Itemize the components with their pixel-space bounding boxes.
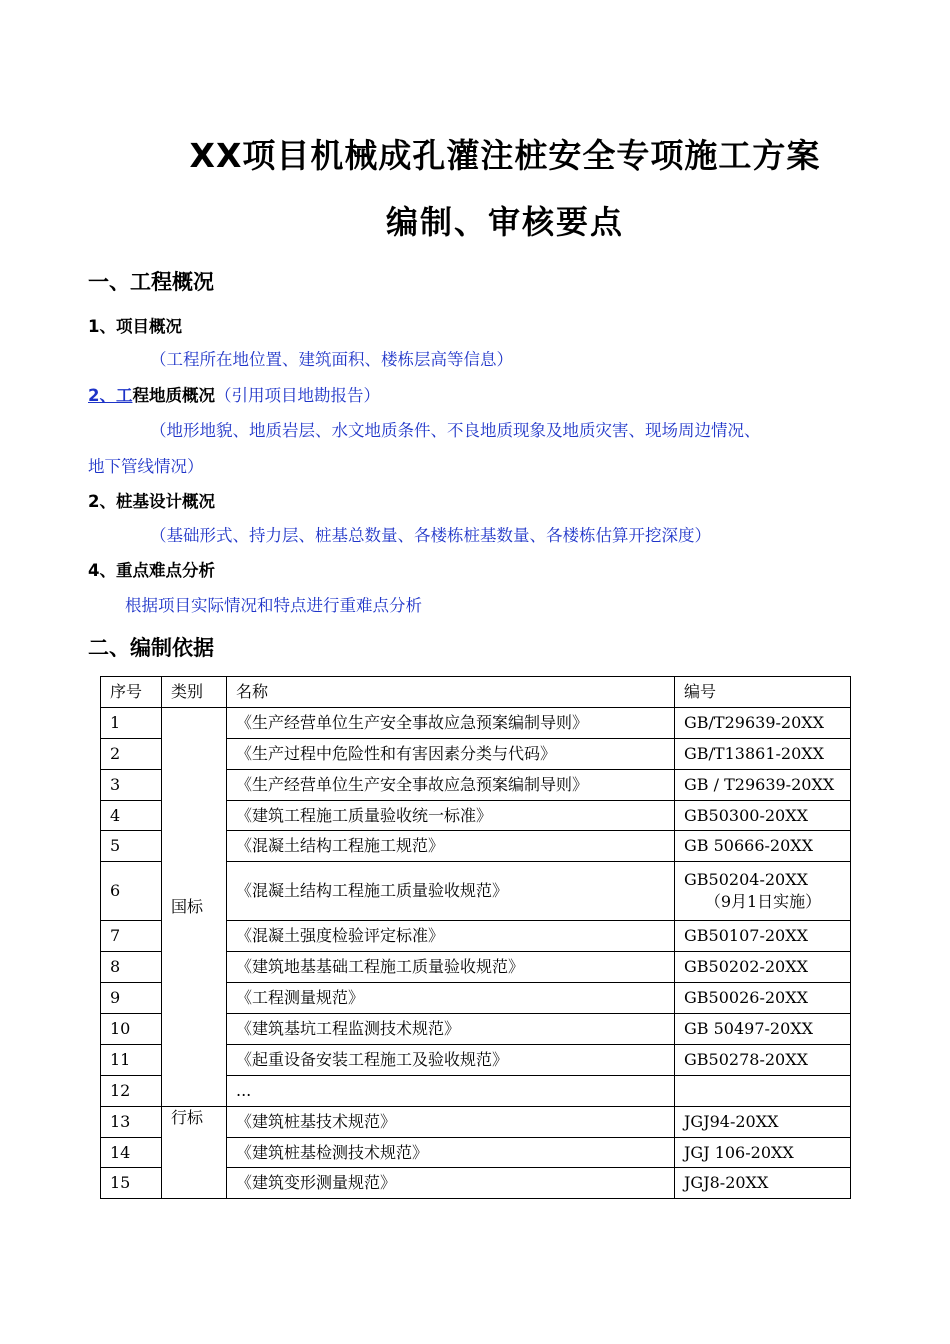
row-name: 《生产经营单位生产安全事故应急预案编制导则》 — [227, 769, 675, 800]
item1-note: （工程所在地位置、建筑面积、楼栋层高等信息） — [150, 350, 513, 369]
row-no: 5 — [101, 831, 162, 862]
row-no: 2 — [101, 738, 162, 769]
row-no: 6 — [101, 862, 162, 921]
row-code: JGJ8-20XX — [675, 1168, 851, 1199]
row-no: 10 — [101, 1014, 162, 1045]
row-code: JGJ94-20XX — [675, 1106, 851, 1137]
row-code: GB 50497-20XX — [675, 1014, 851, 1045]
standards-table — [100, 676, 851, 1199]
row-code: GB/T13861-20XX — [675, 738, 851, 769]
item2-label-rest: 程地质概况 — [132, 386, 215, 405]
header-name: 名称 — [227, 677, 675, 708]
item4-label: 4、重点难点分析 — [88, 561, 215, 580]
section1-heading: 一、工程概况 — [88, 270, 214, 294]
item3-note: （基础形式、持力层、桩基总数量、各楼栋桩基数量、各楼栋估算开挖深度） — [150, 526, 711, 545]
row-no: 14 — [101, 1137, 162, 1168]
item2-label — [88, 382, 380, 406]
item2-label-suffix: （引用项目地勘报告） — [214, 386, 380, 405]
item3-label: 2、桩基设计概况 — [88, 492, 215, 511]
row-code: GB50278-20XX — [675, 1044, 851, 1075]
row-no: 3 — [101, 769, 162, 800]
item2-label-underlined: 2、工 — [88, 386, 133, 405]
category-national: 国标 — [162, 707, 227, 1106]
row-code: GB50026-20XX — [675, 983, 851, 1014]
row-no: 15 — [101, 1168, 162, 1199]
row-name: 《生产经营单位生产安全事故应急预案编制导则》 — [227, 707, 675, 738]
row-name: 《混凝土强度检验评定标准》 — [227, 921, 675, 952]
item2-note-line1: （地形地貌、地质岩层、水文地质条件、不良地质现象及地质灾害、现场周边情况、 — [150, 421, 761, 440]
item4-note: 根据项目实际情况和特点进行重难点分析 — [125, 596, 422, 615]
row-name: 《工程测量规范》 — [227, 983, 675, 1014]
row-name: 《建筑工程施工质量验收统一标准》 — [227, 800, 675, 831]
row-code: GB50107-20XX — [675, 921, 851, 952]
row-code-note: （9月1日实施） — [704, 892, 822, 912]
document-subtitle: 编制、审核要点 — [385, 203, 624, 241]
row-name: 《建筑地基基础工程施工质量验收规范》 — [227, 952, 675, 983]
row-no: 4 — [101, 800, 162, 831]
row-no: 9 — [101, 983, 162, 1014]
table-row — [101, 1106, 851, 1137]
table-header-row — [101, 677, 851, 708]
row-name: 《起重设备安装工程施工及验收规范》 — [227, 1044, 675, 1075]
row-code: GB / T29639-20XX — [675, 769, 851, 800]
row-no: 7 — [101, 921, 162, 952]
header-code: 编号 — [675, 677, 851, 708]
row-name: 《建筑桩基技术规范》 — [227, 1106, 675, 1137]
row-no: 13 — [101, 1106, 162, 1137]
item2-note-line2: 地下管线情况） — [88, 457, 204, 476]
row-code: GB 50666-20XX — [675, 831, 851, 862]
section2-heading: 二、编制依据 — [88, 636, 214, 660]
row-code — [675, 1075, 851, 1106]
row-code — [675, 862, 851, 921]
header-no: 序号 — [101, 677, 162, 708]
row-name: 《建筑变形测量规范》 — [227, 1168, 675, 1199]
row-code: GB50300-20XX — [675, 800, 851, 831]
item1-label: 1、项目概况 — [88, 317, 182, 336]
row-name: 《建筑基坑工程监测技术规范》 — [227, 1014, 675, 1045]
row-name: ... — [227, 1075, 675, 1106]
row-code: GB50202-20XX — [675, 952, 851, 983]
table-row — [101, 707, 851, 738]
row-code-value: GB50204-20XX — [684, 870, 808, 890]
row-no: 8 — [101, 952, 162, 983]
row-no: 1 — [101, 707, 162, 738]
row-name: 《生产过程中危险性和有害因素分类与代码》 — [227, 738, 675, 769]
row-name: 《混凝土结构工程施工质量验收规范》 — [227, 862, 675, 921]
category-industry: 行标 — [162, 1106, 227, 1199]
row-code: JGJ 106-20XX — [675, 1137, 851, 1168]
row-no: 12 — [101, 1075, 162, 1106]
row-name: 《混凝土结构工程施工规范》 — [227, 831, 675, 862]
document-title: XX项目机械成孔灌注桩安全专项施工方案 — [189, 136, 821, 175]
row-name: 《建筑桩基检测技术规范》 — [227, 1137, 675, 1168]
header-category: 类别 — [162, 677, 227, 708]
row-no: 11 — [101, 1044, 162, 1075]
row-code: GB/T29639-20XX — [675, 707, 851, 738]
